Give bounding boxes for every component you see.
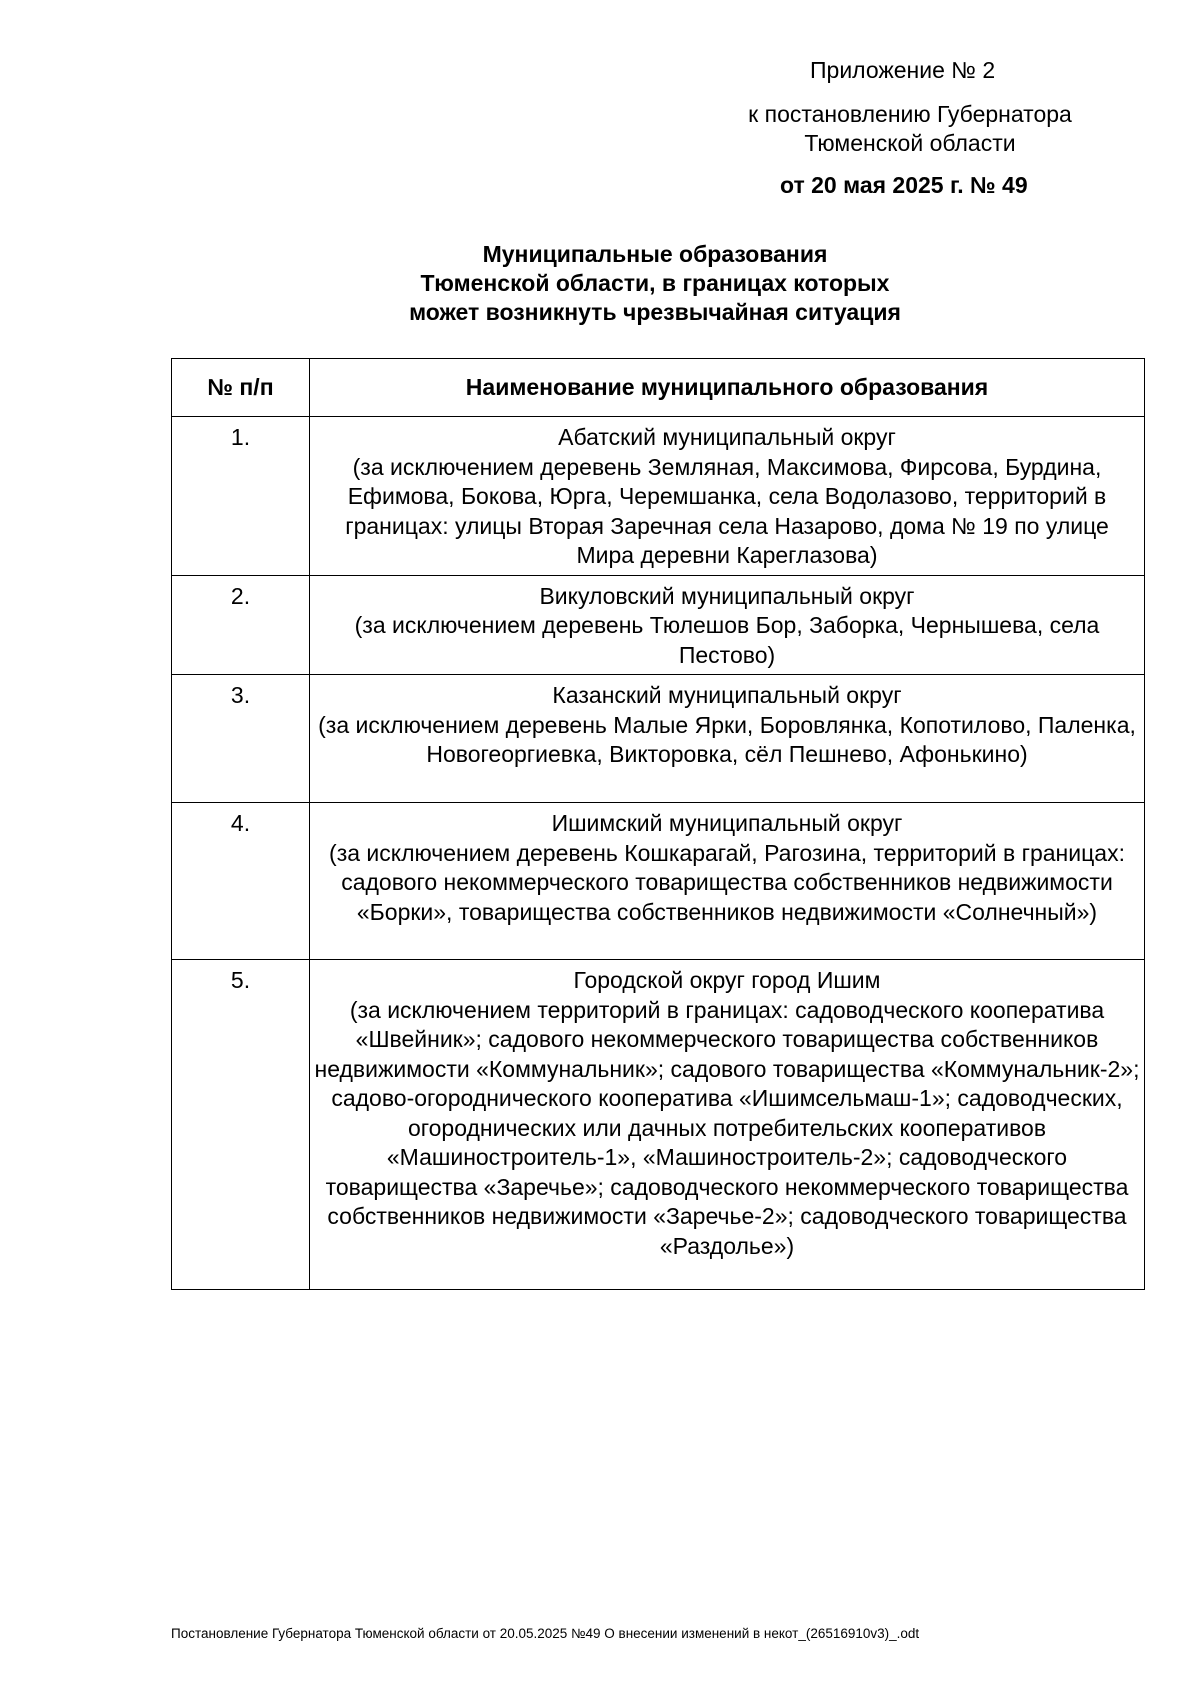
row-number: 2. [172,575,310,675]
municipality-exclusions: (за исключением территорий в границах: садоводческого кооператива «Швейник»; садового некоммерческого товарищества собственников недвижимости «Коммунальник»; садового товарищества «Коммунальник-2»; садово-огороднического кооператива «Ишимсельмаш-1»; садоводческих, огороднических или дачных потребительских кооперативов «Машиностроитель-1», «Машиностроитель-2»; садоводческого товарищества «Заречье»; садоводческого некоммерческого товарищества собственников недвижимости «Заречье-2»; садоводческого товарищества «Раздолье») [314,996,1140,1259]
municipality-cell [310,417,1145,576]
table-row [172,960,1145,1290]
municipality-name: Абатский муниципальный округ [558,424,896,450]
municipality-cell [310,575,1145,675]
municipality-exclusions: (за исключением деревень Кошкарагай, Рагозина, территорий в границах: садового некоммерческого товарищества собственников недвижимости «Борки», товарищества собственников недвижимости «Солнечный») [329,839,1125,925]
municipality-exclusions: (за исключением деревень Малые Ярки, Боровлянка, Копотилово, Паленка, Новогеоргиевка, Викторовка, сёл Пешнево, Афонькино) [318,711,1136,767]
municipality-name: Городской округ город Ишим [573,967,881,993]
table-row [172,575,1145,675]
column-header-name: Наименование муниципального образования [310,359,1145,417]
municipality-cell [310,803,1145,960]
table-row [172,417,1145,576]
municipality-name: Викуловский муниципальный округ [539,582,915,609]
row-number: 4. [172,803,310,960]
page-footer-filename: Постановление Губернатора Тюменской области от 20.05.2025 №49 О внесении изменений в некот_(26516910v3)_.odt [171,1626,920,1641]
appendix-reference: к постановлению Губернатора Тюменской области [748,101,1072,156]
row-number: 3. [172,675,310,803]
municipality-cell [310,960,1145,1290]
municipality-exclusions: (за исключением деревень Тюлешов Бор, Заборка, Чернышева, села Пестово) [354,612,1100,668]
document-title: Муниципальные образования Тюменской области, в границах которых может возникнуть чрезвычайная ситуация [409,241,901,325]
column-header-number: № п/п [172,359,310,417]
appendix-date: от 20 мая 2025 г. № 49 [780,172,1028,198]
table-header-row [172,359,1145,417]
appendix-number: Приложение № 2 [810,57,996,83]
table-row [172,675,1145,803]
row-number: 1. [172,417,310,576]
table-row [172,803,1145,960]
row-number: 5. [172,960,310,1290]
municipality-exclusions: (за исключением деревень Земляная, Максимова, Фирсова, Бурдина, Ефимова, Бокова, Юрга, Черемшанка, села Водолазово, территорий в границах: улицы Вторая Заречная села Назарово, дома № 19 по улице Мира деревни Карeглазова) [345,453,1109,568]
municipality-name: Казанский муниципальный округ [552,682,902,708]
municipality-name: Ишимский муниципальный округ [551,810,903,836]
municipalities-table [171,358,1145,1290]
municipality-cell [310,675,1145,803]
